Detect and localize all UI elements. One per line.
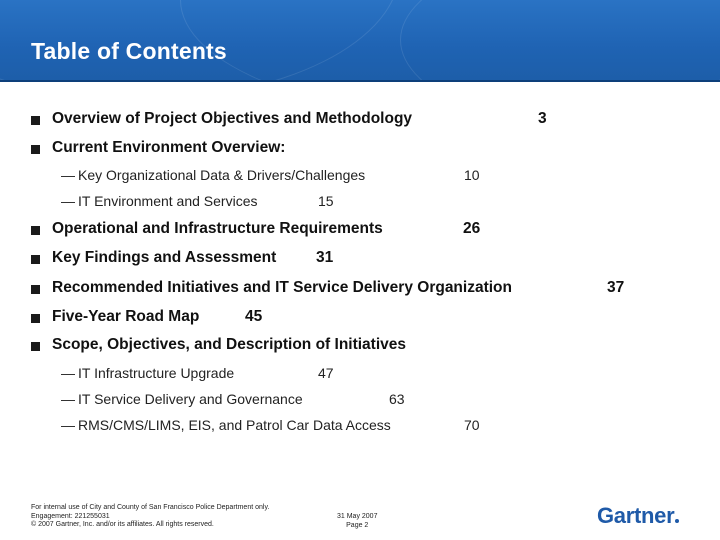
footer-date: 31 May 2007 [337,513,378,520]
bullet-icon [31,285,40,294]
toc-item-page: 31 [316,249,334,266]
dash-marker: — [61,167,75,183]
toc-item-page: 3 [538,110,547,127]
toc-subitem-page: 70 [464,417,480,433]
toc-subitem-page: 63 [389,391,405,407]
toc-item-page: 26 [463,220,481,237]
bullet-icon [31,314,40,323]
page-title: Table of Contents [31,38,227,64]
toc-item-label: Recommended Initiatives and IT Service Delivery Organization [52,279,512,296]
toc-subitem-label: IT Service Delivery and Governance [78,391,303,407]
dash-marker: — [61,417,75,433]
toc-item-label: Operational and Infrastructure Requirements [52,220,383,237]
toc-item-label: Key Findings and Assessment [52,249,277,266]
toc-item-label: Current Environment Overview: [52,139,286,156]
gartner-logo [597,503,679,529]
bullet-icon [31,116,40,125]
bullet-icon [31,342,40,351]
toc-subitem-label: RMS/CMS/LIMS, EIS, and Patrol Car Data Access [78,417,391,433]
toc-subitem-label: IT Environment and Services [78,193,258,209]
dash-marker: — [61,391,75,407]
bullet-icon [31,226,40,235]
footer-engagement: Engagement: 221255031 [31,512,110,520]
footer-usage-note: For internal use of City and County of San Francisco Police Department only. [31,504,270,511]
toc-item-label: Scope, Objectives, and Description of Initiatives [52,336,407,353]
toc-subitem-page: 47 [318,365,334,381]
toc-subitem-label: Key Organizational Data & Drivers/Challenges [78,167,366,183]
footer-disclaimer [31,504,269,530]
toc-item-page: 45 [245,308,263,325]
toc-item-label: Five-Year Road Map [52,308,200,325]
bullet-icon [31,145,40,154]
logo-dot-icon [675,519,679,523]
logo-wordmark: Gartner [597,503,675,528]
dash-marker: — [61,193,75,209]
bullet-icon [31,255,40,264]
toc-item-page: 37 [607,279,625,296]
footer-date-block [337,513,377,530]
toc-item-label: Overview of Project Objectives and Methodology [52,110,413,127]
footer-copyright: © 2007 Gartner, Inc. and/or its affiliates. All rights reserved. [31,521,214,528]
toc-subitem-page: 10 [464,167,480,183]
toc-subitem-label: IT Infrastructure Upgrade [78,365,235,381]
footer-page-number: Page 2 [346,521,369,529]
toc-subitem-page: 15 [318,193,334,209]
dash-marker: — [61,365,75,381]
